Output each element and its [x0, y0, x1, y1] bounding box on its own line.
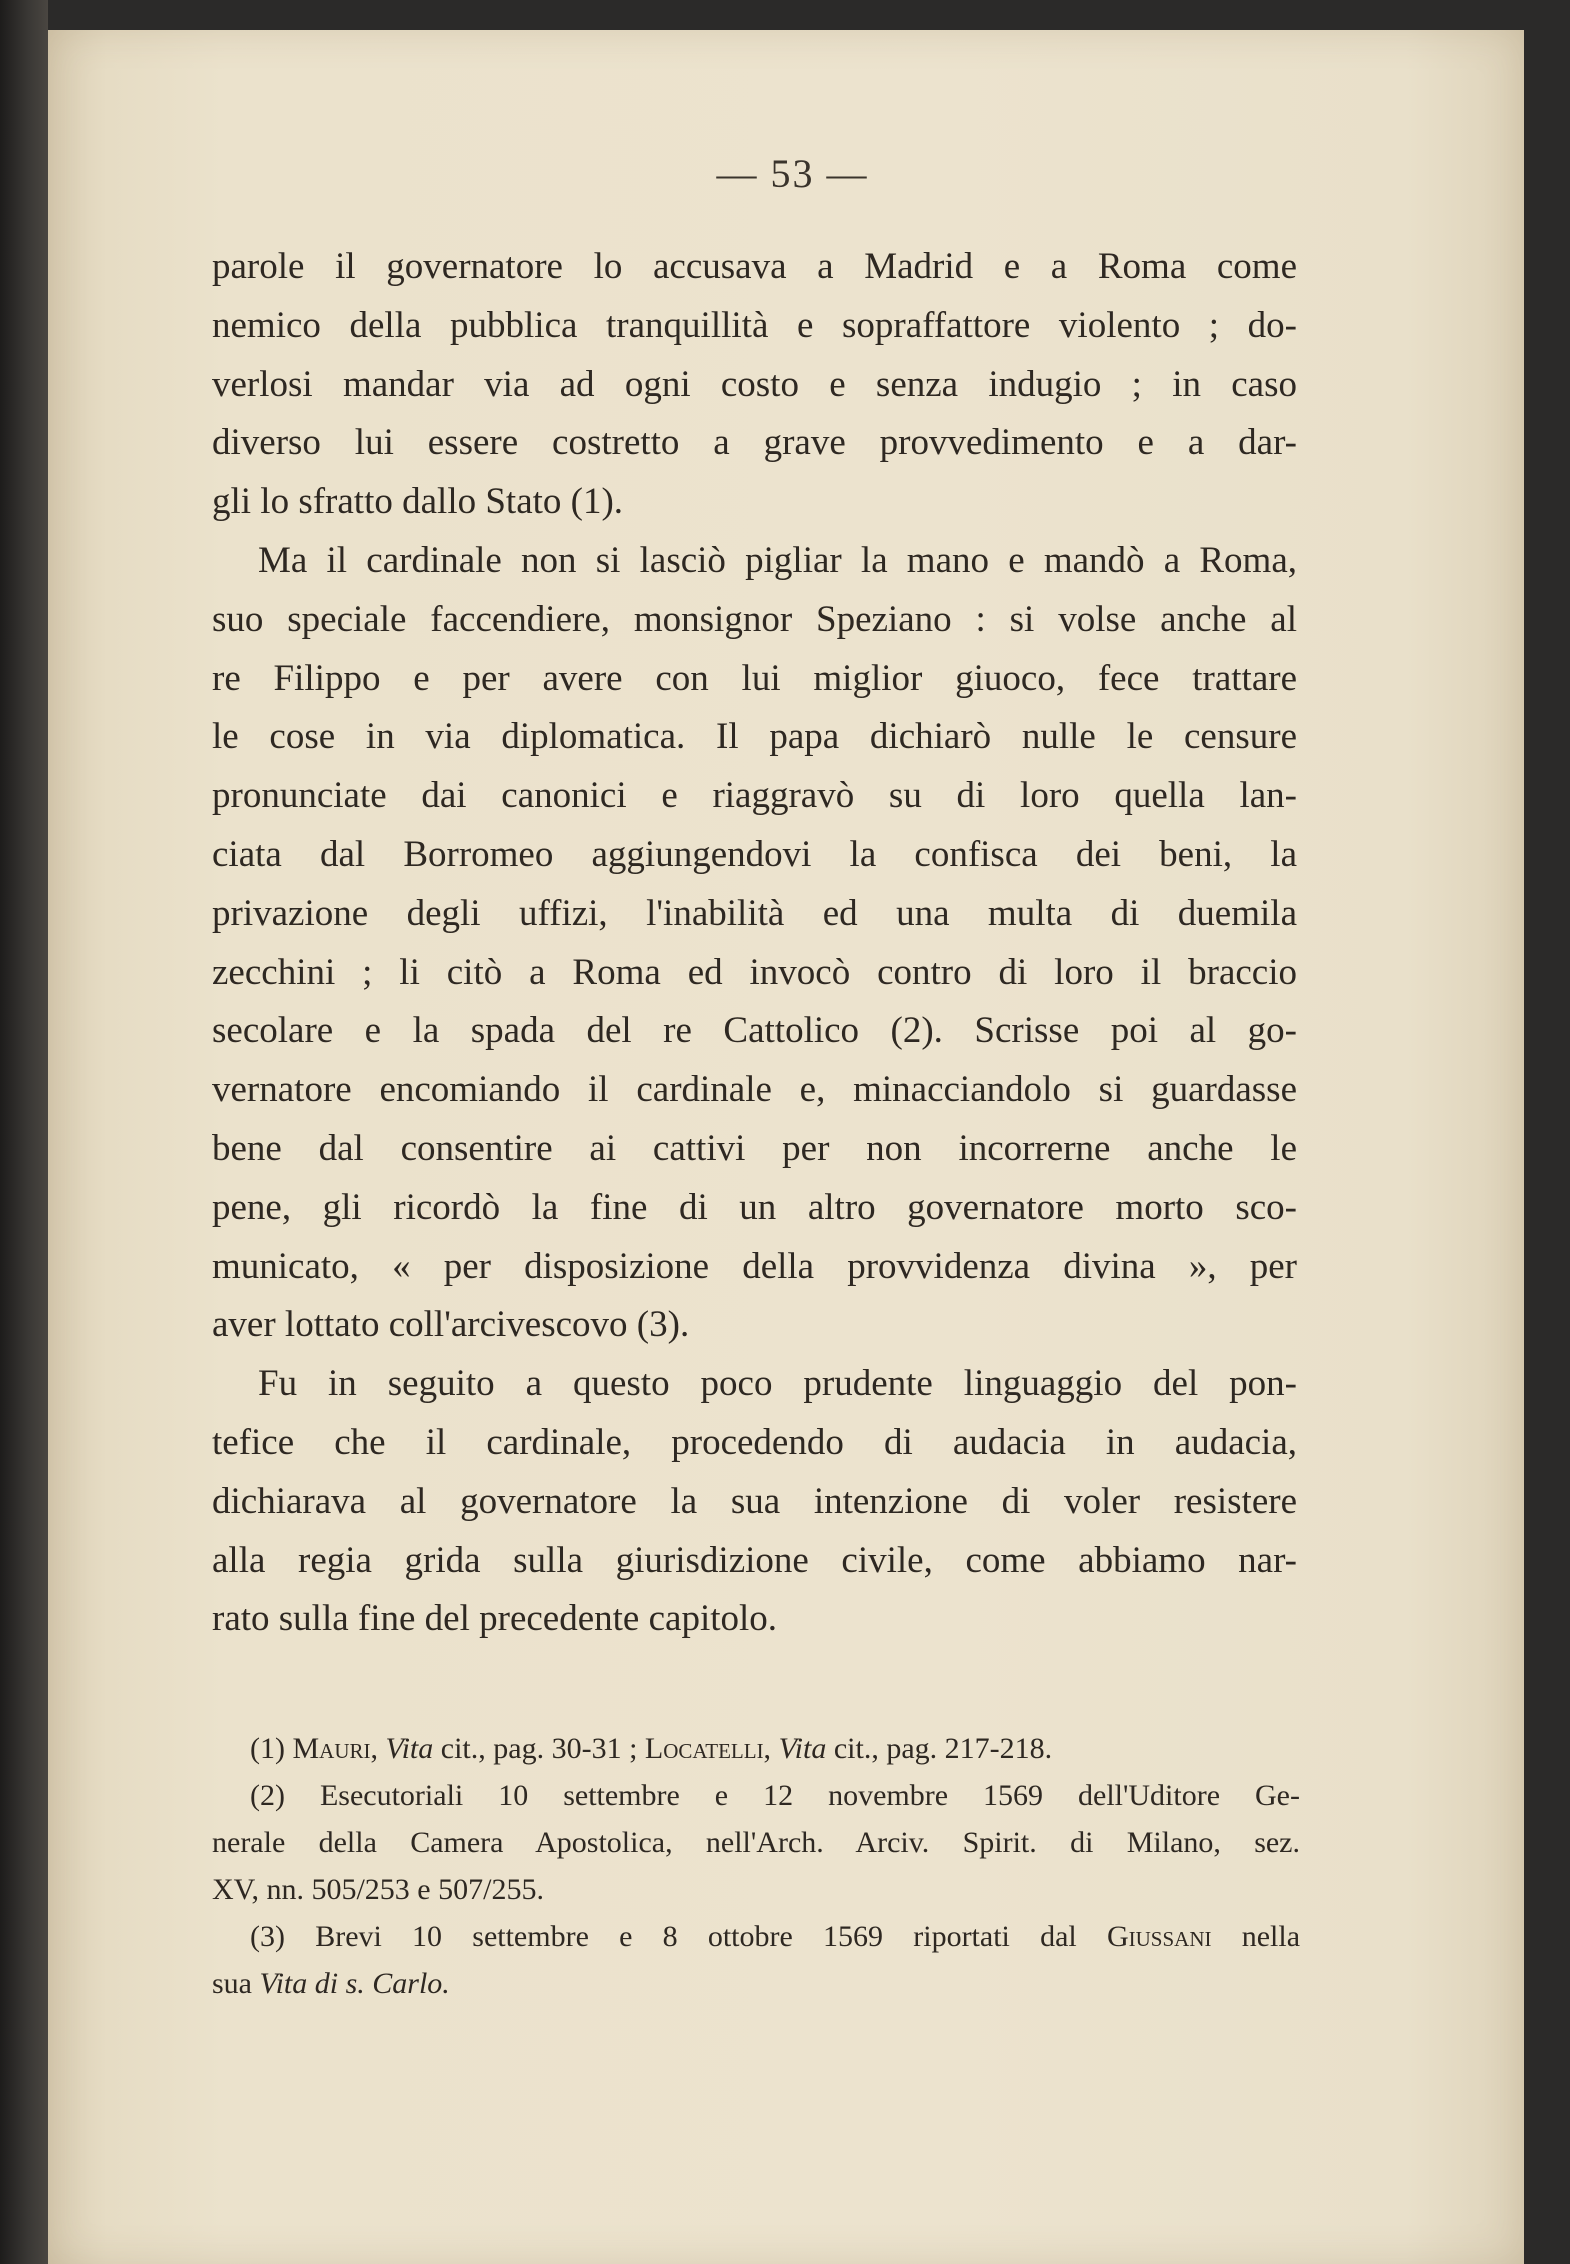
text-line: alla regia grida sulla giurisdizione civile, come abbiamo nar-: [212, 1539, 1297, 1581]
footnote-text: nella: [1241, 1920, 1301, 1953]
footnote-3-line: [212, 1960, 1300, 2007]
footnote-author: Giussani: [1106, 1920, 1212, 1953]
footnote-text: (3) Brevi 10 settembre e 8 ottobre 1569 riportati dal: [250, 1920, 1077, 1953]
text-line: pronunciate dai canonici e riaggravò su di loro quella lan-: [212, 775, 1297, 817]
body-text: [212, 238, 1297, 1649]
footnote-text: sua: [212, 1967, 252, 2000]
footnote-author: Locatelli,: [644, 1732, 772, 1765]
footnotes: [212, 1725, 1300, 2007]
text-line: rato sulla fine del precedente capitolo.: [212, 1598, 778, 1640]
footnote-2-line: XV, nn. 505/253 e 507/255.: [212, 1873, 544, 1906]
text-line: diverso lui essere costretto a grave provvedimento e a dar-: [212, 422, 1297, 464]
text-line: aver lottato coll'arcivescovo (3).: [212, 1304, 690, 1346]
text-line: municato, « per disposizione della provvidenza divina », per: [212, 1245, 1297, 1287]
text-line: nemico della pubblica tranquillità e sopraffattore violento ; do-: [212, 304, 1297, 346]
text-line: suo speciale faccendiere, monsignor Speziano : si volse anche al: [212, 598, 1297, 640]
text-line: Ma il cardinale non si lasciò pigliar la mano e mandò a Roma,: [258, 539, 1297, 581]
text-line: secolare e la spada del re Cattolico (2). Scrisse poi al go-: [212, 1010, 1297, 1052]
footnote-2-line: nerale della Camera Apostolica, nell'Arch. Arciv. Spirit. di Milano, sez.: [212, 1826, 1300, 1859]
text-line: pene, gli ricordò la fine di un altro governatore morto sco-: [212, 1186, 1297, 1228]
text-line: dichiarava al governatore la sua intenzione di voler resistere: [212, 1480, 1297, 1522]
text-line: parole il governatore lo accusava a Madrid e a Roma come: [212, 246, 1297, 287]
paragraph-3: [212, 1355, 1297, 1649]
book-spine-shadow: [0, 0, 48, 2264]
footnote-author: Mauri,: [292, 1732, 378, 1765]
text-line: vernatore encomiando il cardinale e, minacciandolo si guardasse: [212, 1069, 1297, 1111]
paragraph-1: [212, 238, 1297, 532]
footnote-mark: (1): [250, 1732, 285, 1765]
text-line: gli lo sfratto dallo Stato (1).: [212, 481, 624, 523]
text-line: Fu in seguito a questo poco prudente linguaggio del pon-: [258, 1363, 1297, 1405]
footnote-title: Vita: [385, 1732, 434, 1765]
text-line: le cose in via diplomatica. Il papa dichiarò nulle le censure: [212, 716, 1297, 758]
footnote-1: [212, 1725, 1300, 1772]
page-number: — 53 —: [716, 151, 869, 196]
text-line: ciata dal Borromeo aggiungendovi la confisca dei beni, la: [212, 833, 1297, 875]
footnote-title: Vita: [778, 1732, 827, 1765]
text-line: bene dal consentire ai cattivi per non incorrerne anche le: [212, 1127, 1297, 1169]
footnote-title: Vita di s. Carlo.: [259, 1967, 450, 2000]
text-line: re Filippo e per avere con lui miglior giuoco, fece trattare: [212, 657, 1297, 699]
footnote-ref: cit., pag. 217-218.: [833, 1732, 1053, 1765]
page-right-edge: [1524, 0, 1570, 2264]
text-line: privazione degli uffizi, l'inabilità ed una multa di duemila: [212, 892, 1297, 934]
text-line: zecchini ; li citò a Roma ed invocò contro di loro il braccio: [212, 951, 1297, 993]
text-line: verlosi mandar via ad ogni costo e senza indugio ; in caso: [212, 363, 1297, 405]
footnote-2-line: (2) Esecutoriali 10 settembre e 12 novembre 1569 dell'Uditore Ge-: [250, 1779, 1300, 1812]
footnote-ref: cit., pag. 30-31 ;: [440, 1732, 638, 1765]
paragraph-2: [212, 532, 1297, 1355]
footnote-3-line: [212, 1913, 1300, 1960]
text-line: tefice che il cardinale, procedendo di audacia in audacia,: [212, 1421, 1297, 1463]
